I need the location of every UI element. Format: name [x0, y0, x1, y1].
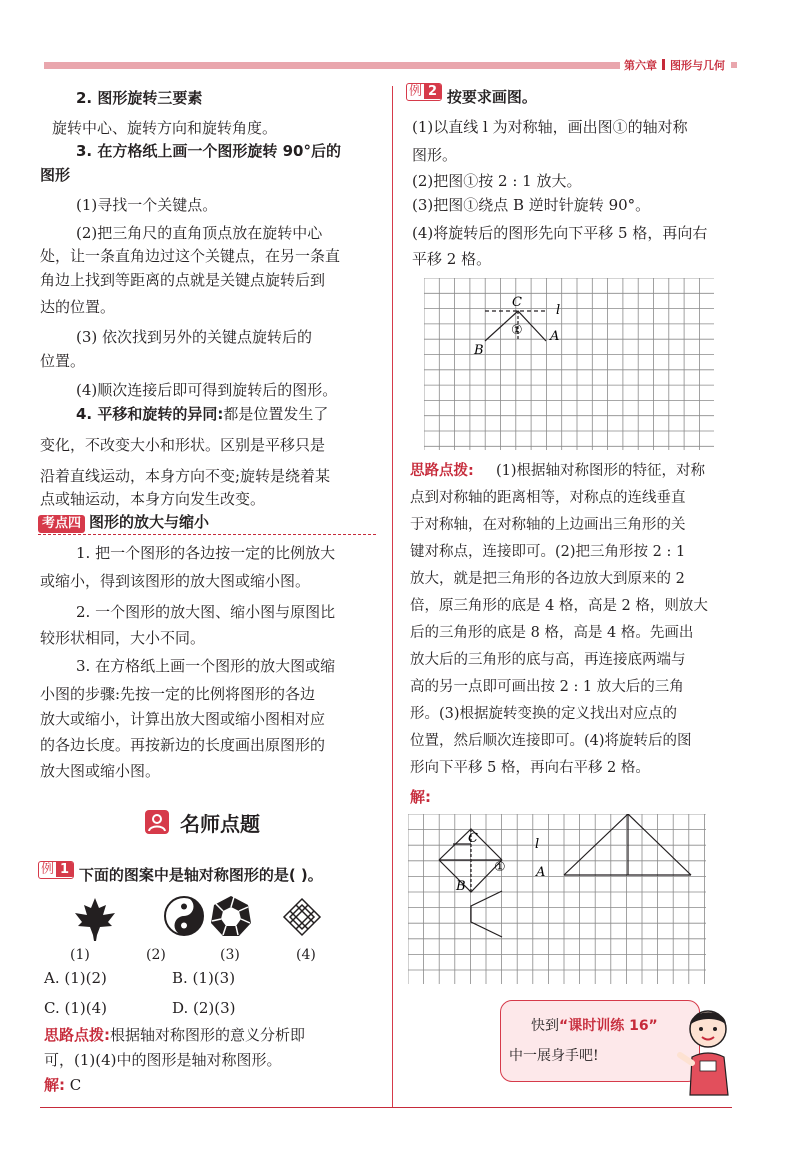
left-line: 3. 在方格纸上画一个图形旋转 90°后的 [76, 142, 341, 160]
knot-pattern-icon [284, 899, 320, 935]
chapter-label: 第六章 [624, 59, 657, 72]
ex2-hint-line: 于对称轴，在对称轴的上边画出三角形的关 [410, 517, 686, 533]
ex2-heading: 例 2 按要求画图。 [406, 82, 537, 113]
ex2-answer-label: 解: [410, 788, 431, 806]
ex2-hint-line: 形。(3)根据旋转变换的定义找出对应点的 [410, 706, 678, 722]
diff-title: 4. 平移和旋转的异同: [76, 405, 224, 423]
left-line: 旋转中心、旋转方向和旋转角度。 [52, 119, 278, 137]
scale-line: 放大或缩小，计算出放大图或缩小图相对应 [40, 710, 326, 728]
left-line: 图形 [40, 166, 71, 184]
scale-line: 2. 一个图形的放大图、缩小图与原图比 [76, 603, 336, 621]
left-line: (4)顺次连接后即可得到旋转后的图形。 [76, 381, 338, 399]
ex2-hint-line: 形向下平移 5 格，再向右平移 2 格。 [410, 760, 650, 776]
option-a[interactable]: A. (1)(2) [44, 969, 107, 987]
kaodian-tag: 考点四 [38, 515, 85, 533]
ex2-hint-line: 位置，然后顺次连接即可。(4)将旋转后的图 [410, 733, 692, 749]
kaodian-title: 图形的放大与缩小 [89, 513, 210, 531]
answer-label-l: l [535, 837, 540, 852]
ex2-line: 平移 2 格。 [412, 250, 492, 268]
ex2-hint-line: 放大，就是把三角形的各边放大到原来的 2 [410, 571, 685, 587]
answer-label-one: ① [494, 860, 506, 875]
diff-line-4: 点或轴运动，本身方向发生改变。 [40, 490, 266, 508]
ex2-hint-line: 倍，原三角形的底是 4 格，高是 2 格，则放大 [410, 598, 708, 614]
scale-line: 或缩小，得到该图形的放大图或缩小图。 [40, 572, 311, 590]
ex2-hint-line: 键对称点，连接即可。(2)把三角形按 2 : 1 [410, 544, 686, 560]
ex2-line: 图形。 [412, 146, 458, 164]
ex2-hint-line: (1)根据轴对称图形的特征，对称 [496, 463, 706, 479]
ex1-tag: 例 1 [38, 861, 74, 879]
option-c[interactable]: C. (1)(4) [44, 999, 107, 1017]
label-one: ① [511, 323, 523, 338]
scale-line: 较形状相同，大小不同。 [40, 629, 206, 647]
header-bar [44, 62, 620, 69]
ex1-answer: 解: C [44, 1076, 82, 1094]
mingshi-title: 名师点题 [180, 812, 260, 836]
label-a: A [550, 329, 560, 344]
ex1-hint-1: 思路点拨:根据轴对称图形的意义分析即 [44, 1026, 306, 1044]
left-line: 处，让一条直角边过这个关键点，在另一条直 [40, 247, 341, 265]
section-label: 图形与几何 [670, 59, 725, 72]
scale-line: 1. 把一个图形的各边按一定的比例放大 [76, 544, 336, 562]
ex2-line: (1)以直线 l 为对称轴，画出图①的轴对称 [412, 118, 688, 136]
ex1-hint-2: 可，(1)(4)中的图形是轴对称图形。 [44, 1051, 282, 1069]
pattern-label-1: (1) [70, 947, 90, 963]
teacher-icon [145, 810, 169, 834]
ex2-hint-line: 后的三角形的底是 8 格，高是 4 格。先画出 [410, 625, 694, 641]
left-line: 位置。 [40, 352, 86, 370]
scale-line: 的各边长度。再按新边的长度画出原图形的 [40, 736, 326, 754]
ex2-line: (3)把图①绕点 B 逆时针旋转 90°。 [412, 196, 651, 214]
scale-line: 3. 在方格纸上画一个图形的放大图或缩 [76, 657, 336, 675]
maple-leaf-icon [75, 898, 115, 941]
teaser-line-2: 中一展身手吧! [509, 1048, 599, 1064]
ex2-tag: 例 2 [406, 83, 442, 101]
column-divider [392, 86, 393, 1108]
diff-line-3: 沿着直线运动，本身方向不变;旋转是绕着某 [40, 467, 331, 485]
left-line: (1)寻找一个关键点。 [76, 196, 218, 214]
scale-line: 小图的步骤:先按一定的比例将图形的各边 [40, 685, 316, 703]
label-l: l [556, 303, 561, 318]
pattern-label-3: (3) [220, 947, 240, 963]
diff-line-2: 变化，不改变大小和形状。区别是平移只是 [40, 436, 326, 454]
left-line: 角边上找到等距离的点就是关键点旋转后到 [40, 271, 326, 289]
ex2-hint-line: 高的另一点即可画出按 2 : 1 放大后的三角 [410, 679, 684, 695]
label-c: C [512, 295, 522, 310]
translated-triangle [471, 891, 502, 937]
answer-label-b: B [456, 879, 466, 894]
answer-grid [408, 814, 708, 986]
ex1-question: 例 1 下面的图案中是轴对称图形的是( )。 [38, 860, 323, 891]
option-b[interactable]: B. (1)(3) [172, 969, 236, 987]
left-line: 达的位置。 [40, 298, 116, 316]
left-line: (2)把三角尺的直角顶点放在旋转中心 [76, 224, 323, 242]
kaodian-heading [38, 511, 376, 535]
ex2-hint-label: 思路点拨: [410, 463, 474, 479]
option-d[interactable]: D. (2)(3) [172, 999, 236, 1017]
label-b: B [474, 343, 484, 358]
left-line: 2. 图形旋转三要素 [76, 89, 203, 107]
yin-yang-icon [165, 897, 203, 935]
left-line: (3) 依次找到另外的关键点旋转后的 [76, 328, 313, 346]
diff-line-1: 4. 平移和旋转的异同:都是位置发生了 [76, 405, 329, 423]
ex1-patterns [70, 895, 350, 945]
ex2-hint-line: 放大后的三角形的底与高，再连接底两端与 [410, 652, 686, 668]
answer-label-c: C [468, 831, 478, 846]
aperture-icon [211, 896, 251, 936]
ex2-line: (2)把图①按 2 : 1 放大。 [412, 172, 582, 190]
pattern-label-4: (4) [296, 947, 316, 963]
footer-line [40, 1107, 732, 1108]
practice-teaser[interactable] [500, 1000, 700, 1082]
teaser-line-1: 快到“课时训练 16” [531, 1018, 658, 1034]
pattern-label-2: (2) [146, 947, 166, 963]
answer-label-a: A [536, 865, 546, 880]
student-mascot-icon [676, 1005, 738, 1105]
ex2-hint-line: 点到对称轴的距离相等，对称点的连线垂直 [410, 490, 686, 506]
chapter-header [624, 57, 737, 73]
scale-line: 放大图或缩小图。 [40, 762, 161, 780]
ex2-line: (4)将旋转后的图形先向下平移 5 格，再向右 [412, 224, 708, 242]
question-grid [424, 278, 716, 452]
